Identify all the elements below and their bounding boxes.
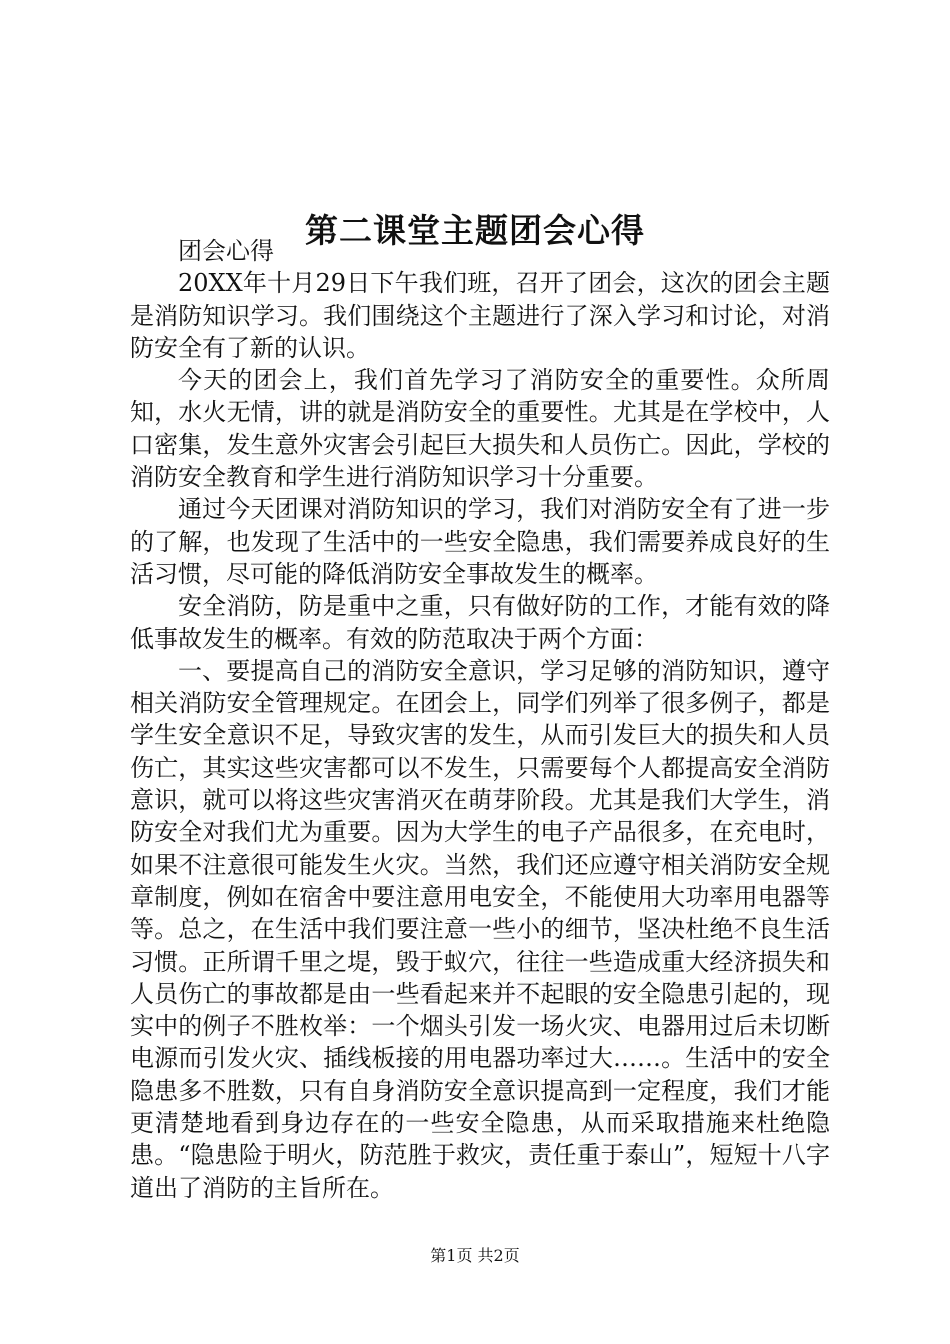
- document-title: 第二课堂主题团会心得: [305, 211, 645, 251]
- page-number-footer: 第1页 共2页: [430, 1246, 520, 1265]
- paragraph-3: 通过今天团课对消防知识的学习，我们对消防安全有了进一步的了解，也发现了生活中的一些安全隐患，我们需要养成良好的生活习惯，尽可能的降低消防安全事故发生的概率。: [130, 495, 830, 588]
- paragraph-4: 安全消防，防是重中之重，只有做好防的工作，才能有效的降低事故发生的概率。有效的防范取决于两个方面：: [130, 592, 830, 653]
- paragraph-2: 今天的团会上，我们首先学习了消防安全的重要性。众所周知，水火无情，讲的就是消防安全的重要性。尤其是在学校中，人口密集，发生意外灾害会引起巨大损失和人员伤亡。因此，学校的消防安全教育和学生进行消防知识学习十分重要。: [130, 366, 830, 492]
- document-body: [130, 235, 830, 1204]
- paragraph-heading: 团会心得: [178, 237, 274, 265]
- paragraph-5: 一、要提高自己的消防安全意识，学习足够的消防知识，遵守相关消防安全管理规定。在团会上，同学们列举了很多例子，都是学生安全意识不足，导致灾害的发生，从而引发巨大的损失和人员伤亡，其实这些灾害都可以不发生，只需要每个人都提高安全消防意识，就可以将这些灾害消灭在萌芽阶段。尤其是我们大学生，消防安全对我们尤为重要。因为大学生的电子产品很多，在充电时，如果不注意很可能发生火灾。当然，我们还应遵守相关消防安全规章制度，例如在宿舍中要注意用电安全，不能使用大功率用电器等等。总之，在生活中我们要注意一些小的细节，坚决杜绝不良生活习惯。正所谓千里之堤，毁于蚁穴，往往一些造成重大经济损失和人员伤亡的事故都是由一些看起来并不起眼的安全隐患引起的，现实中的例子不胜枚举：一个烟头引发一场火灾、电器用过后未切断电源而引发火灾、插线板接的用电器功率过大……。生活中的安全隐患多不胜数，只有自身消防安全意识提高到一定程度，我们才能更清楚地看到身边存在的一些安全隐患，从而采取措施来杜绝隐患。“隐患险于明火，防范胜于救灾，责任重于泰山”，短短十八字道出了消防的主旨所在。: [130, 656, 830, 1202]
- paragraph-1: 20XX年十月29日下午我们班，召开了团会，这次的团会主题是消防知识学习。我们围绕这个主题进行了深入学习和讨论，对消防安全有了新的认识。: [130, 269, 830, 362]
